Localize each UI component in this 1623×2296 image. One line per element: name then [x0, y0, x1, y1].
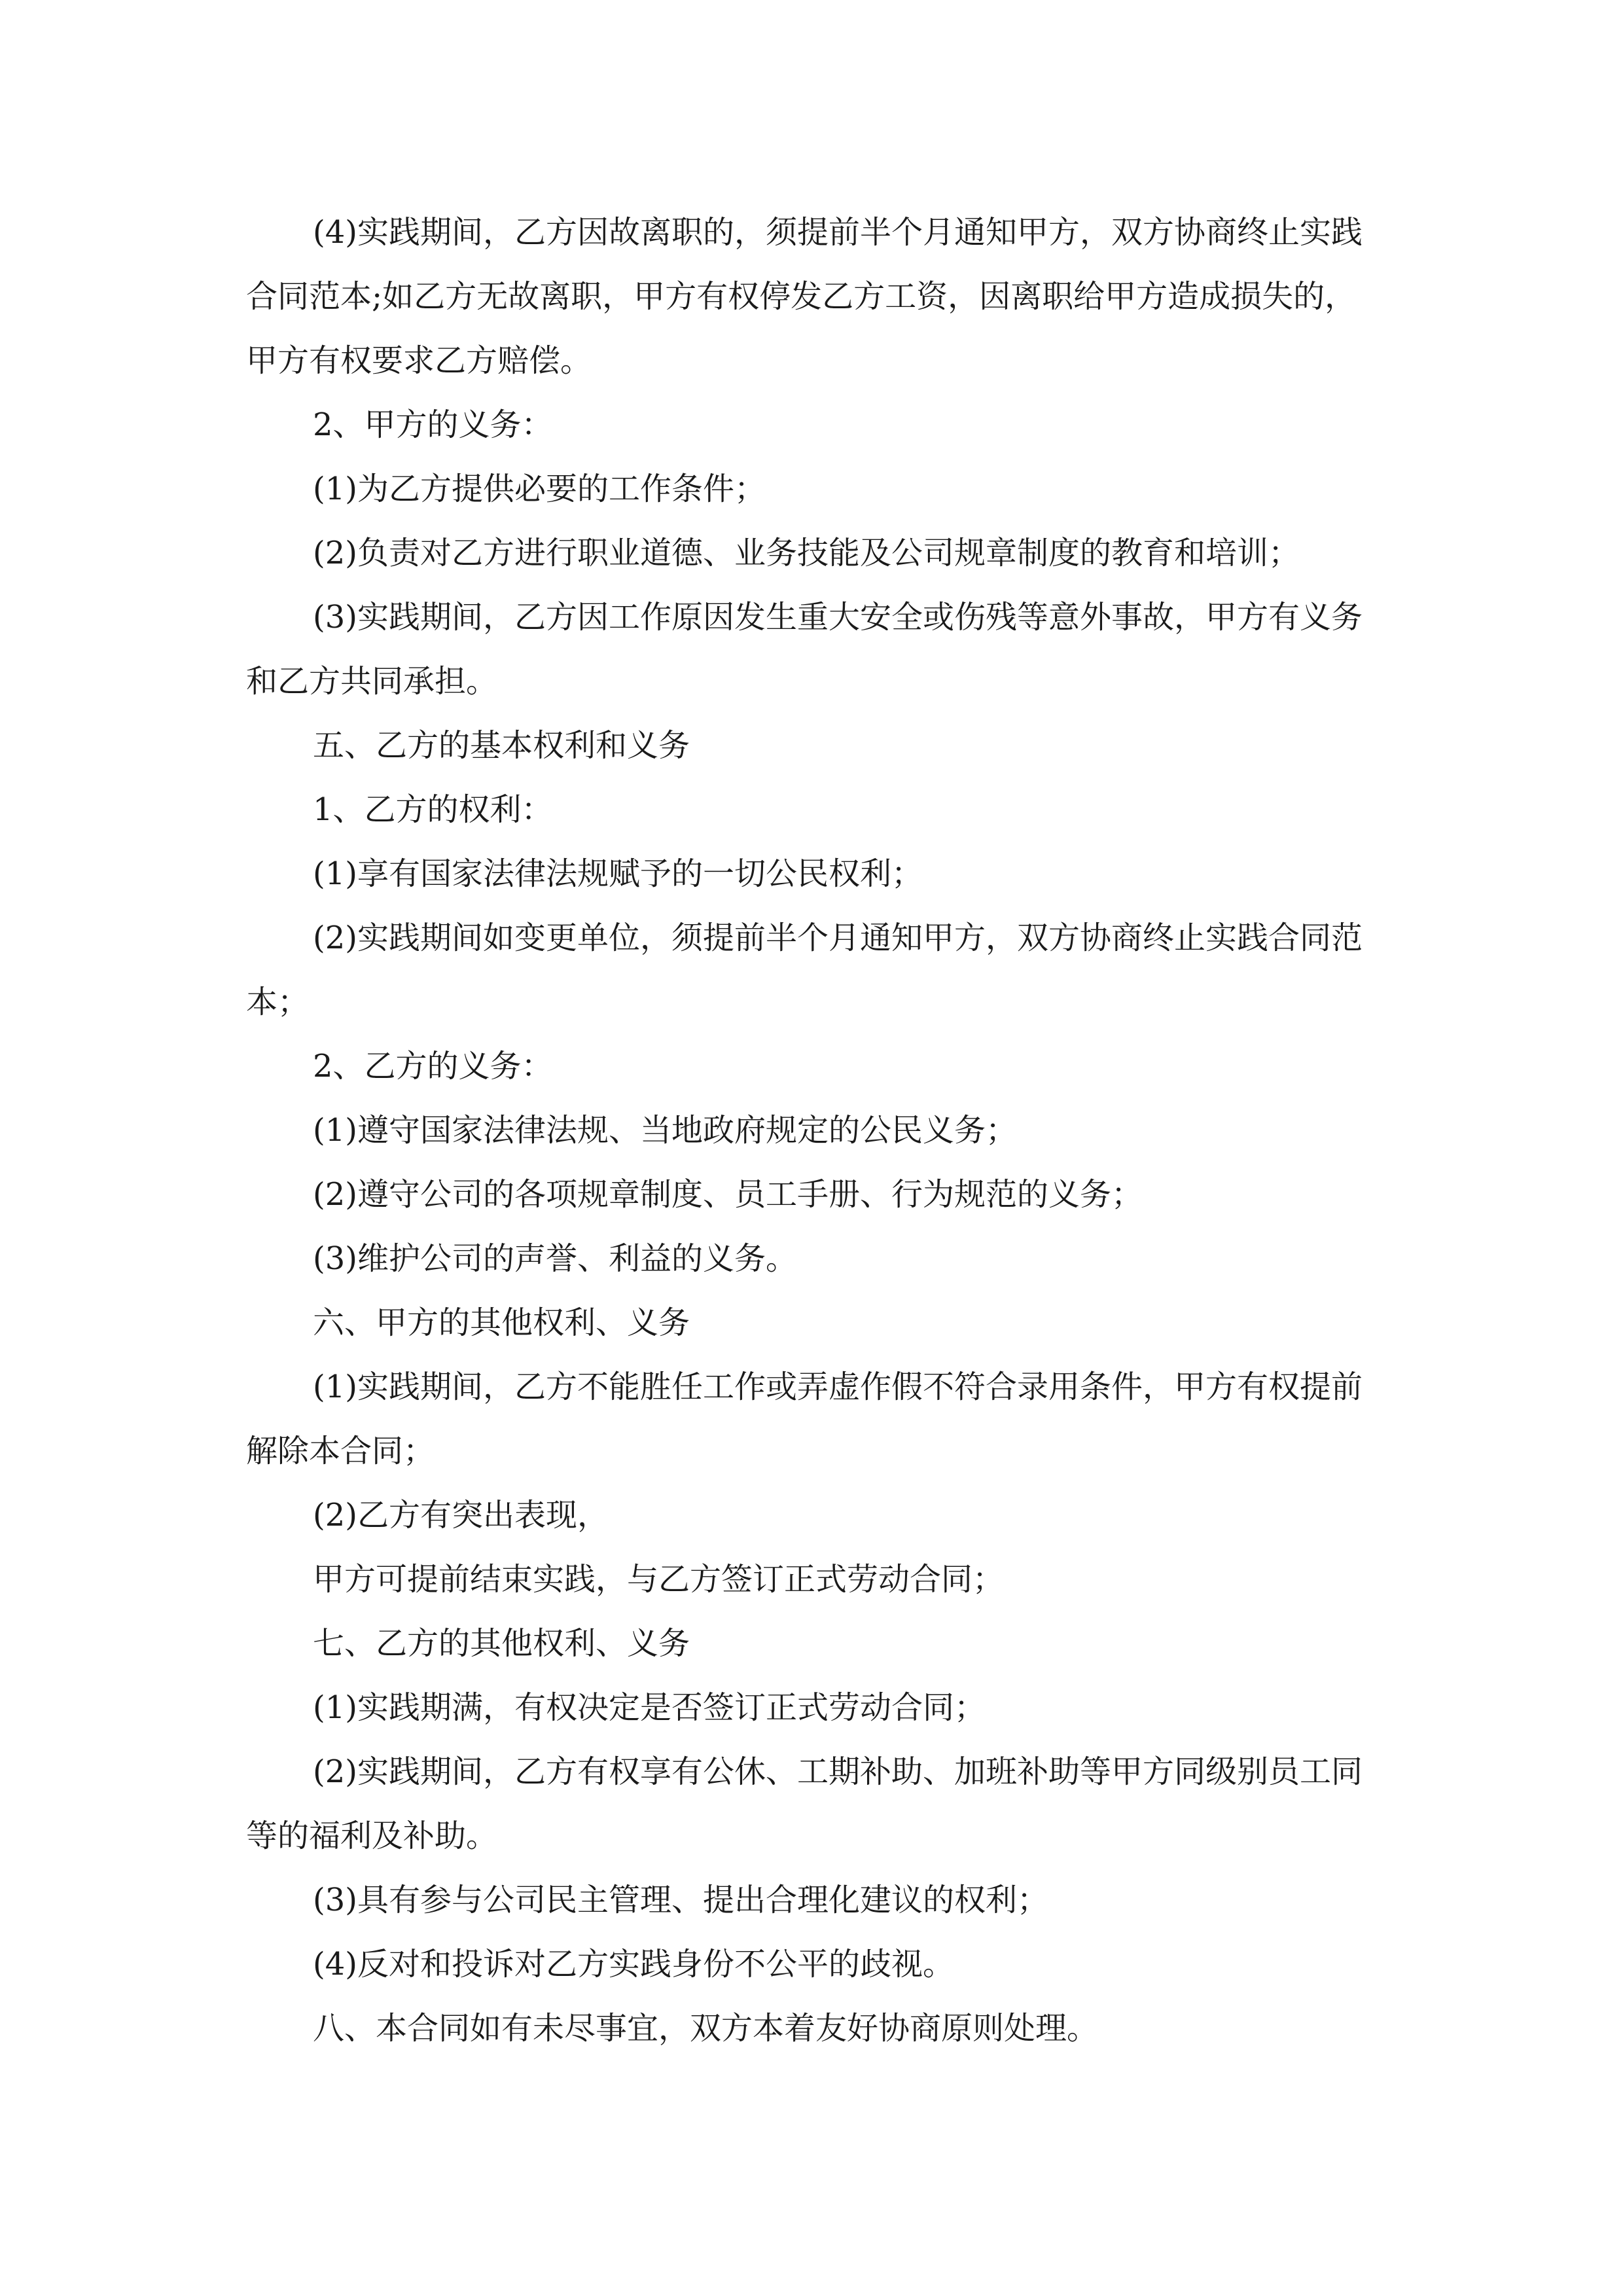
paragraph-training: (2)负责对乙方进行职业道德、业务技能及公司规章制度的教育和培训； [313, 535, 1300, 571]
paragraph-company-rules: (2)遵守公司的各项规章制度、员工手册、行为规范的义务； [313, 1176, 1143, 1213]
contract-body [246, 200, 1378, 2060]
heading-party-a-obligations: 2、甲方的义务： [313, 406, 553, 443]
paragraph-anti-discrimination: (4)反对和投诉对乙方实践身份不公平的歧视。 [313, 1946, 954, 1982]
paragraph-decide-contract: (1)实践期满，有权决定是否签订正式劳动合同； [313, 1689, 986, 1726]
heading-party-b-obligations: 2、乙方的义务： [313, 1048, 553, 1085]
section-five-heading: 五、乙方的基本权利和义务 [313, 727, 690, 764]
heading-party-b-rights: 1、乙方的权利： [313, 791, 553, 828]
paragraph-accident-liability: (3)实践期间，乙方因工作原因发生重大安全或伤残等意外事故，甲方有义务和乙方共同承担。 [246, 599, 1363, 700]
paragraph-change-employer: (2)实践期间如变更单位，须提前半个月通知甲方，双方协商终止实践合同范本； [246, 920, 1363, 1020]
paragraph-early-resignation: (4)实践期间，乙方因故离职的，须提前半个月通知甲方，双方协商终止实践合同范本;如乙方无故离职，甲方有权停发乙方工资，因离职给甲方造成损失的，甲方有权要求乙方赔偿。 [246, 214, 1363, 379]
paragraph-work-conditions: (1)为乙方提供必要的工作条件； [313, 471, 766, 507]
paragraph-civil-rights: (1)享有国家法律法规赋予的一切公民权利； [313, 855, 923, 892]
paragraph-outstanding-performance: (2)乙方有突出表现， [313, 1497, 609, 1534]
paragraph-early-termination: (1)实践期间，乙方不能胜任工作或弄虚作假不符合录用条件，甲方有权提前解除本合同； [246, 1369, 1363, 1469]
section-six-heading: 六、甲方的其他权利、义务 [313, 1304, 690, 1341]
paragraph-formal-contract: 甲方可提前结束实践，与乙方签订正式劳动合同； [313, 1561, 1005, 1598]
paragraph-benefits: (2)实践期间，乙方有权享有公休、工期补助、加班补助等甲方同级别员工同等的福利及补助。 [246, 1753, 1363, 1854]
section-seven-heading: 七、乙方的其他权利、义务 [313, 1625, 690, 1662]
paragraph-participation: (3)具有参与公司民主管理、提出合理化建议的权利； [313, 1882, 1048, 1918]
section-eight-paragraph: 八、本合同如有未尽事宜，双方本着友好协商原则处理。 [313, 2010, 1099, 2047]
paragraph-obey-laws: (1)遵守国家法律法规、当地政府规定的公民义务； [313, 1112, 1017, 1149]
paragraph-company-reputation: (3)维护公司的声誉、利益的义务。 [313, 1240, 797, 1277]
